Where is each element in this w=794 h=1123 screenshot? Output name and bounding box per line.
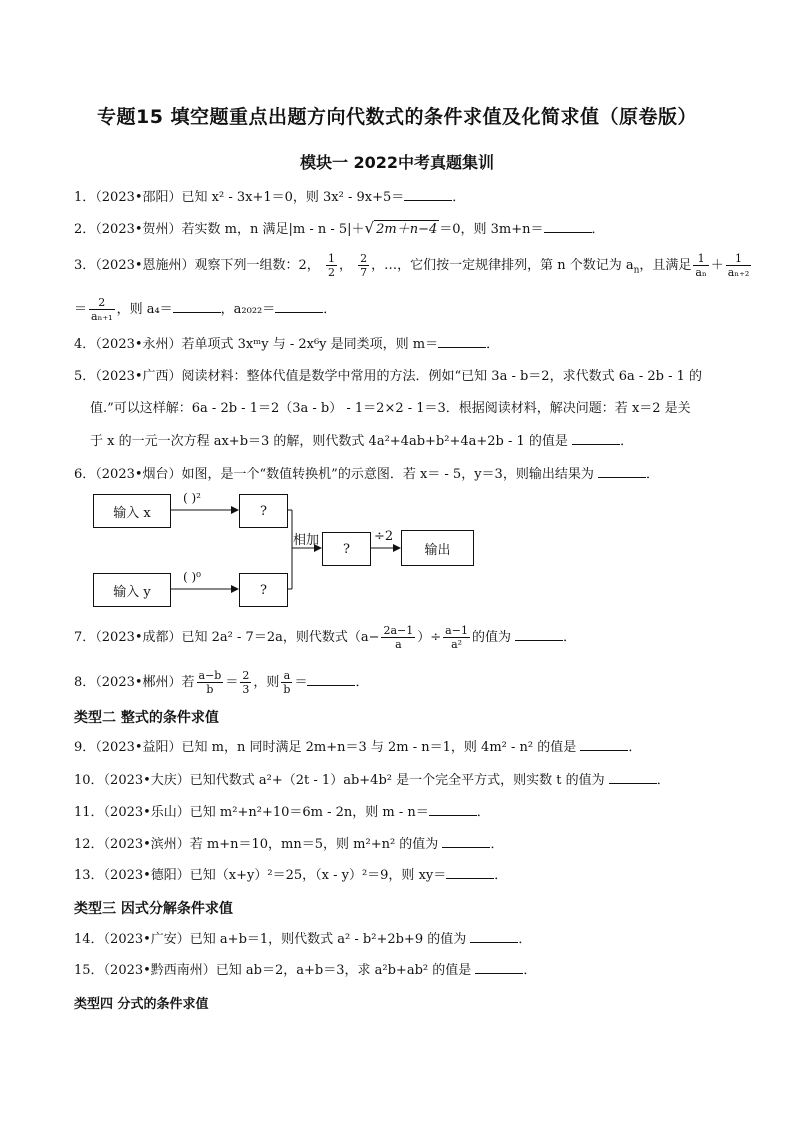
answer-blank [404, 188, 452, 201]
question-5-line-3: 于 x 的一元一次方程 ax+b＝3 的解，则代数式 4a²+4ab+b²+4a+2b - 1 的值是 ． [90, 434, 634, 449]
fraction: $\frac{2}{3}$ [242, 669, 250, 696]
answer-blank [438, 335, 486, 348]
question-10: 10．（2023•大庆）已知代数式 a²+（2t - 1）ab+4b² 是一个完全平方式，则实数 t 的值为 ． [74, 773, 670, 788]
answer-blank [580, 738, 628, 751]
fraction: $\frac{2a-1}{a}$ [383, 624, 414, 651]
input-x-box: 输入 x [93, 494, 171, 528]
fraction: $\frac{2}{\text{aₙ₊₁}}$ [91, 296, 113, 323]
zero-power-op-label: ( )⁰ [183, 570, 201, 584]
question-5 [74, 368, 702, 386]
answer-blank [470, 930, 518, 943]
fraction: $\frac{a-b}{b}$ [198, 669, 222, 696]
answer-blank [598, 465, 646, 478]
answer-blank [173, 300, 221, 313]
question-3: 3．（2023•恩施州）观察下列一组数：2， $\frac{1}{2}$ ， $\frac{2}{7}$ ，…，它们按一定规律排列，第 n 个数记为 $a_n$，且满足 $\frac{1}{\text{aₙ}}$ ＋ $\frac{1}{\text{aₙ₊₂}}$ [74, 252, 750, 279]
question-text: 10．（2023•大庆）已知代数式 a²+（2t - 1）ab+4b² 是一个完全平方式，则实数 t 的值为 [74, 773, 605, 788]
unknown-box-2: ? [239, 573, 288, 607]
answer-blank [275, 300, 323, 313]
question-text: 3．（2023•恩施州）观察下列一组数：2， [74, 258, 320, 273]
question-text: 13．（2023•德阳）已知（x+y）²＝25，（x - y）²＝9，则 xy＝ [74, 868, 447, 883]
question-text: 2．（2023•贺州）若实数 m，n 满足|m - n - 5|＋ [74, 222, 365, 237]
question-7: 7．（2023•成都）已知 2a² - 7＝2a，则代数式（a− $\frac{2a-1}{a}$ ）÷ $\frac{a-1}{\text{a²}}$ 的值为 ． [74, 624, 577, 651]
question-text: 15．（2023•黔西南州）已知 ab＝2，a+b＝3，求 a²b+ab² 的值是 [74, 963, 472, 978]
add-label: 相加 [293, 533, 320, 548]
fraction: $\frac{1}{\text{aₙ₊₂}}$ [727, 252, 750, 279]
fraction: $\frac{2}{7}$ [360, 252, 368, 279]
question-13: 13．（2023•德阳）已知（x+y）²＝25，（x - y）²＝9，则 xy＝ ． [74, 868, 508, 883]
question-4: 4．（2023•永州）若单项式 3xᵐy 与 - 2x⁶y 是同类项，则 m＝ ． [74, 337, 500, 352]
fraction: $\frac{1}{2}$ [327, 252, 335, 279]
answer-blank [442, 835, 490, 848]
question-text: 7．（2023•成都）已知 2a² - 7＝2a，则代数式（a− [74, 630, 380, 645]
fraction: $\frac{a}{b}$ [283, 669, 291, 696]
question-text: 4．（2023•永州）若单项式 3xᵐy 与 - 2x⁶y 是同类项，则 m＝ [74, 337, 439, 352]
question-11: 11．（2023•乐山）已知 m²+n²+10＝6m - 2n，则 m - n＝ ． [74, 805, 490, 820]
answer-blank [429, 803, 477, 816]
answer-blank [307, 673, 355, 686]
question-text: 9．（2023•益阳）已知 m，n 同时满足 2m+n＝3 与 2m - n＝1，则 4m² - n² 的值是 [74, 740, 577, 755]
question-text: 6．（2023•烟台）如图，是一个“数值转换机”的示意图．若 x＝ - 5，y＝3，则输出结果为 [74, 467, 594, 482]
answer-blank [515, 628, 563, 641]
fraction: $\frac{1}{\text{aₙ}}$ [695, 252, 707, 279]
question-14: 14．（2023•广安）已知 a+b＝1，则代数式 a² - b²+2b+9 的值为 ． [74, 932, 532, 947]
input-y-box: 输入 y [93, 573, 171, 607]
question-text: 14．（2023•广安）已知 a+b＝1，则代数式 a² - b²+2b+9 的值为 [74, 932, 467, 947]
question-2: 2．（2023•贺州）若实数 m，n 满足|m - n - 5|＋√ 2m＋n−4 ＝0，则 3m+n＝ ． [74, 219, 605, 237]
question-text: 11．（2023•乐山）已知 m²+n²+10＝6m - 2n，则 m - n＝ [74, 805, 429, 820]
section-heading-2: 类型二 整式的条件求值 [74, 710, 219, 726]
answer-blank [609, 771, 657, 784]
answer-blank [544, 220, 592, 233]
section-heading-3: 类型三 因式分解条件求值 [74, 901, 233, 917]
module-heading: 模块一 2022中考真题集训 [299, 153, 495, 172]
question-3-continued: ＝ $\frac{2}{\text{aₙ₊₁}}$ ，则 a₄＝ ，a₂₀₂₂＝ ． [74, 296, 337, 323]
unknown-box-1: ? [239, 494, 288, 528]
question-text: 5．（2023•广西）阅读材料：整体代值是数学中常用的方法．例如“已知 3a - b＝2，求代数式 6a - 2b - 1 的 [74, 369, 703, 384]
output-box: 输出 [401, 530, 474, 566]
square-op-label: ( )² [183, 491, 201, 505]
unknown-box-3: ? [322, 532, 371, 566]
question-text: 12．（2023•滨州）若 m+n＝10，mn＝5，则 m²+n² 的值为 [74, 837, 439, 852]
question-text: 1．（2023•邵阳）已知 x² - 3x+1＝0，则 3x² - 9x+5＝ [74, 190, 405, 205]
answer-blank [446, 866, 494, 879]
question-9: 9．（2023•益阳）已知 m，n 同时满足 2m+n＝3 与 2m - n＝1，则 4m² - n² 的值是 ． [74, 740, 642, 755]
fraction: $\frac{a-1}{\text{a²}}$ [445, 624, 468, 651]
sqrt-expression: 2m＋n−4 [376, 222, 438, 237]
question-15: 15．（2023•黔西南州）已知 ab＝2，a+b＝3，求 a²b+ab² 的值是 ． [74, 963, 537, 978]
page-title: 专题15 填空题重点出题方向代数式的条件求值及化简求值（原卷版） [96, 106, 698, 128]
answer-blank [475, 961, 523, 974]
question-5-line-2: 值.”可以这样解：6a - 2b - 1＝2（3a - b） - 1＝2×2 - 1＝3．根据阅读材料，解决问题：若 x＝2 是关 [90, 401, 691, 416]
answer-blank [572, 432, 620, 445]
question-12: 12．（2023•滨州）若 m+n＝10，mn＝5，则 m²+n² 的值为 ． [74, 837, 504, 852]
question-6: 6．（2023•烟台）如图，是一个“数值转换机”的示意图．若 x＝ - 5，y＝3，则输出结果为 ． [74, 467, 659, 482]
question-8: 8．（2023•郴州）若 $\frac{a-b}{b}$ ＝ $\frac{2}{3}$ ，则 $\frac{a}{b}$ ＝ ． [74, 669, 369, 696]
section-heading-4: 类型四 分式的条件求值 [74, 997, 209, 1012]
divide-label: ÷2 [374, 529, 394, 544]
question-text: 8．（2023•郴州）若 [74, 675, 195, 690]
question-1: 1．（2023•邵阳）已知 x² - 3x+1＝0，则 3x² - 9x+5＝ ． [74, 190, 466, 205]
